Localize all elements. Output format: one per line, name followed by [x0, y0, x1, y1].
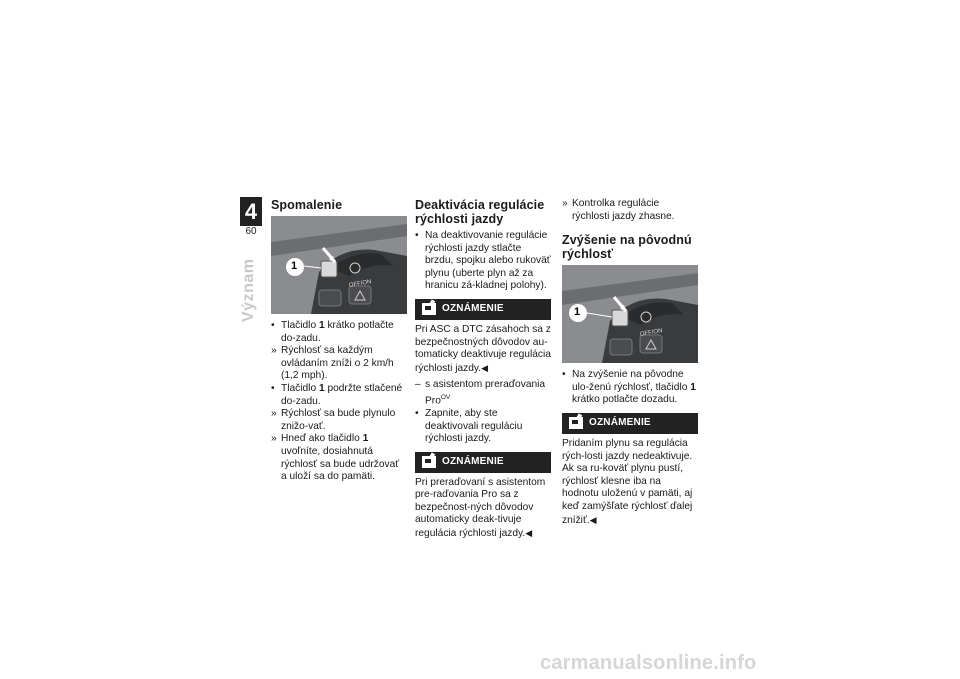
column-spomalenie — [271, 198, 407, 484]
heading-zvysenie: Zvýšenie na pôvodnú rýchlosť — [562, 233, 692, 262]
notice-hand-icon — [569, 417, 583, 429]
end-marker-icon: ◀ — [525, 528, 533, 539]
column-zvysenie — [562, 198, 698, 531]
list-item: – s asistentom preraďovania Pro$^{OV}$ — [415, 379, 546, 407]
section-title: Význam — [240, 258, 257, 322]
list-item: • Tlačidlo 1 krátko potlačte do-zadu. — [271, 320, 394, 344]
heading-deaktivacia: Deaktivácia regulácie rýchlosti jazdy — [415, 198, 545, 226]
end-marker-icon: ◀ — [589, 514, 597, 525]
callout-1: 1 — [291, 260, 298, 272]
switch-figure-2 — [562, 265, 698, 363]
end-marker-icon: ◀ — [481, 362, 488, 373]
list-item: • Na zvýšenie na pôvodne ulo-ženú rýchlosť, tlačidlo 1 krátko potlačte dozadu. — [562, 369, 696, 406]
list-item: » Rýchlosť sa bude plynulo znižo-vať. — [271, 408, 396, 432]
watermark: carmanualsonline.info — [540, 652, 757, 674]
page-number: 60 — [240, 226, 262, 238]
off-on-label: OFF/ON — [639, 328, 663, 339]
notice-hand-icon — [422, 456, 436, 468]
notice-hand-icon — [422, 303, 436, 315]
list-item: » Kontrolka regulácie rýchlosti jazdy zhasne. — [562, 198, 675, 222]
notice-text: Pri ASC a DTC zásahoch sa z bezpečnostných dôvodov au-tomaticky deaktivuje regulácia rýchlosti jazdy.◀ — [415, 323, 551, 374]
list-item: » Rýchlosť sa každým ovládaním zníži o 2 km/h (1,2 mph). — [271, 345, 394, 382]
column-deaktivacia — [415, 198, 551, 545]
notice-text: Pri preraďovaní s asistentom pre-raďovania Pro sa z bezpečnost-ných dôvodov automaticky deak-tivuje regulácia rýchlosti jazdy.◀ — [415, 476, 546, 540]
steps-list — [271, 320, 407, 484]
list-item: • Tlačidlo 1 podržte stlačené do-zadu. — [271, 382, 403, 407]
notice-text: Pridaním plynu sa regulácia rých-losti jazdy nedeaktivuje. Ak sa ru-koväť plynu pustí, rýchlosť klesne iba na hodnotu uloženú v pamäti, aj keď zamýšľate rýchlosť ďalej znížiť.◀ — [562, 437, 693, 526]
list-item: • Zapnite, aby ste deaktivovali reguláciu rýchlosti jazdy. — [415, 407, 523, 445]
notice-header: OZNÁMENIE — [562, 413, 698, 434]
notice-header: OZNÁMENIE — [415, 452, 551, 473]
switch-figure-1 — [271, 216, 407, 314]
list-item: • Na deaktivovanie regulácie rýchlosti jazdy stlačte brzdu, spojku alebo rukoväť plynu (uberte plyn až za hranicu zá-kladnej polohy). — [415, 230, 551, 292]
callout-1: 1 — [574, 306, 581, 319]
handlebar-switch-illustration — [562, 265, 698, 363]
heading-spomalenie: Spomalenie — [271, 198, 343, 212]
notice-header: OZNÁMENIE — [415, 299, 551, 320]
off-on-label: OFF/ON — [348, 279, 372, 289]
chapter-number: 4 — [244, 199, 258, 224]
list-item: » Hneď ako tlačidlo 1 uvoľníte, dosiahnutá rýchlosť sa bude udržovať a uloží sa do pamäti. — [271, 433, 400, 483]
